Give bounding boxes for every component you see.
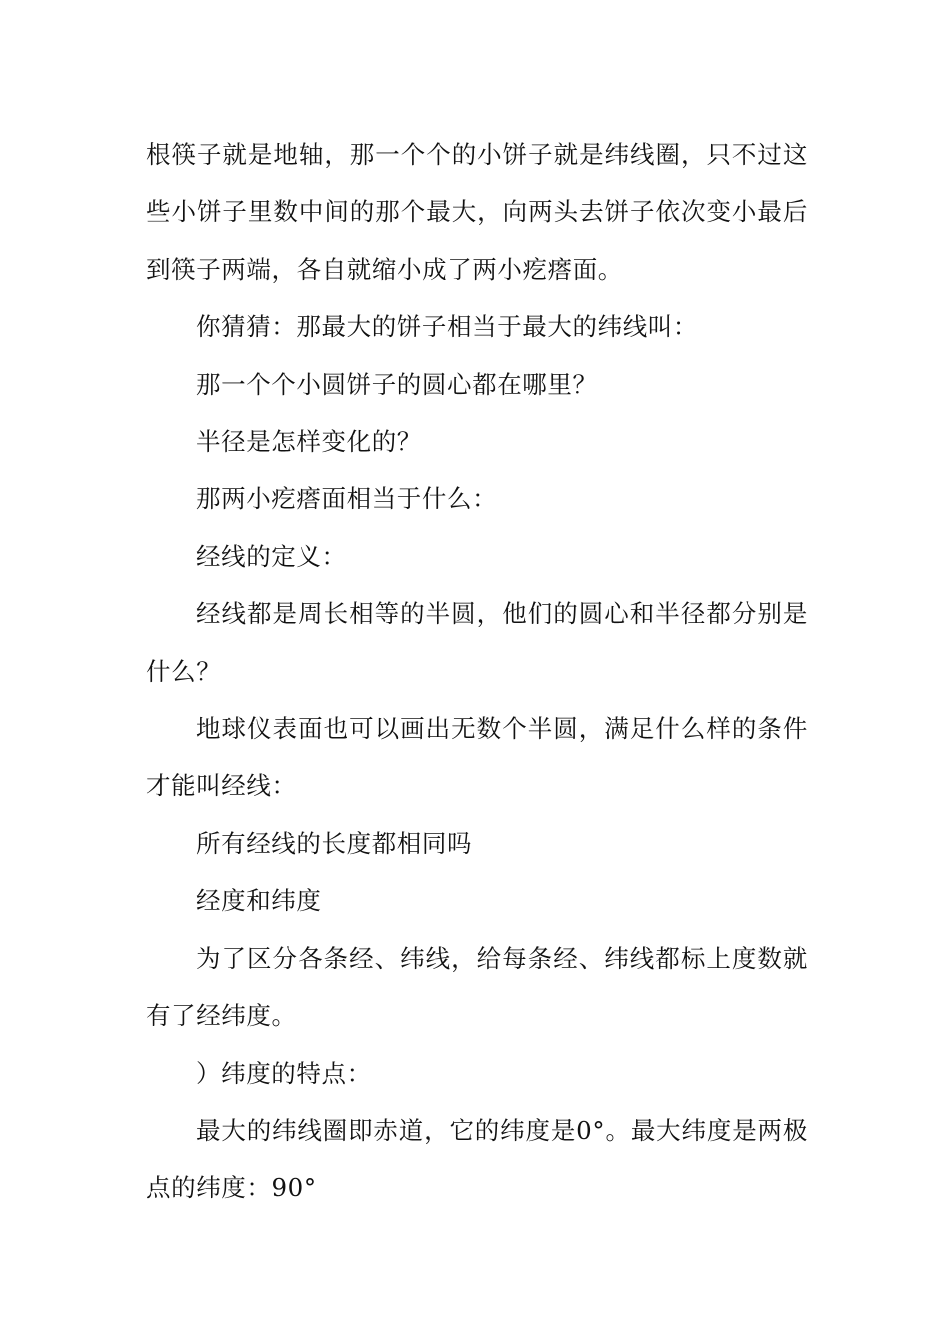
- paragraph-7: 经线都是周长相等的半圆，他们的圆心和半径都分别是什么？: [146, 599, 808, 686]
- paragraph-8: 地球仪表面也可以画出无数个半圆，满足什么样的条件才能叫经线：: [146, 714, 808, 801]
- paragraph-10: 经度和纬度: [196, 886, 322, 916]
- paragraph-13: 最大的纬线圈即赤道，它的纬度是0°。最大纬度是两极点的纬度：90°: [146, 1115, 808, 1203]
- paragraph-6: 经线的定义：: [196, 541, 347, 571]
- paragraph-2: 你猜猜：那最大的饼子相当于最大的纬线叫：: [196, 312, 698, 342]
- paragraph-11: 为了区分各条经、纬线，给每条经、纬线都标上度数就有了经纬度。: [146, 943, 808, 1031]
- document-body: [146, 126, 808, 1217]
- paragraph-12: ）纬度的特点：: [196, 1058, 372, 1088]
- paragraph-1: 根筷子就是地轴，那一个个的小饼子就是纬线圈，只不过这些小饼子里数中间的那个最大，向两头去饼子依次变小最后到筷子两端，各自就缩小成了两小疙瘩面。: [146, 140, 808, 284]
- paragraph-3: 那一个个小圆饼子的圆心都在哪里？: [196, 369, 598, 399]
- paragraph-4: 半径是怎样变化的？: [196, 427, 422, 457]
- paragraph-5: 那两小疙瘩面相当于什么：: [196, 484, 498, 514]
- paragraph-9: 所有经线的长度都相同吗: [196, 828, 473, 858]
